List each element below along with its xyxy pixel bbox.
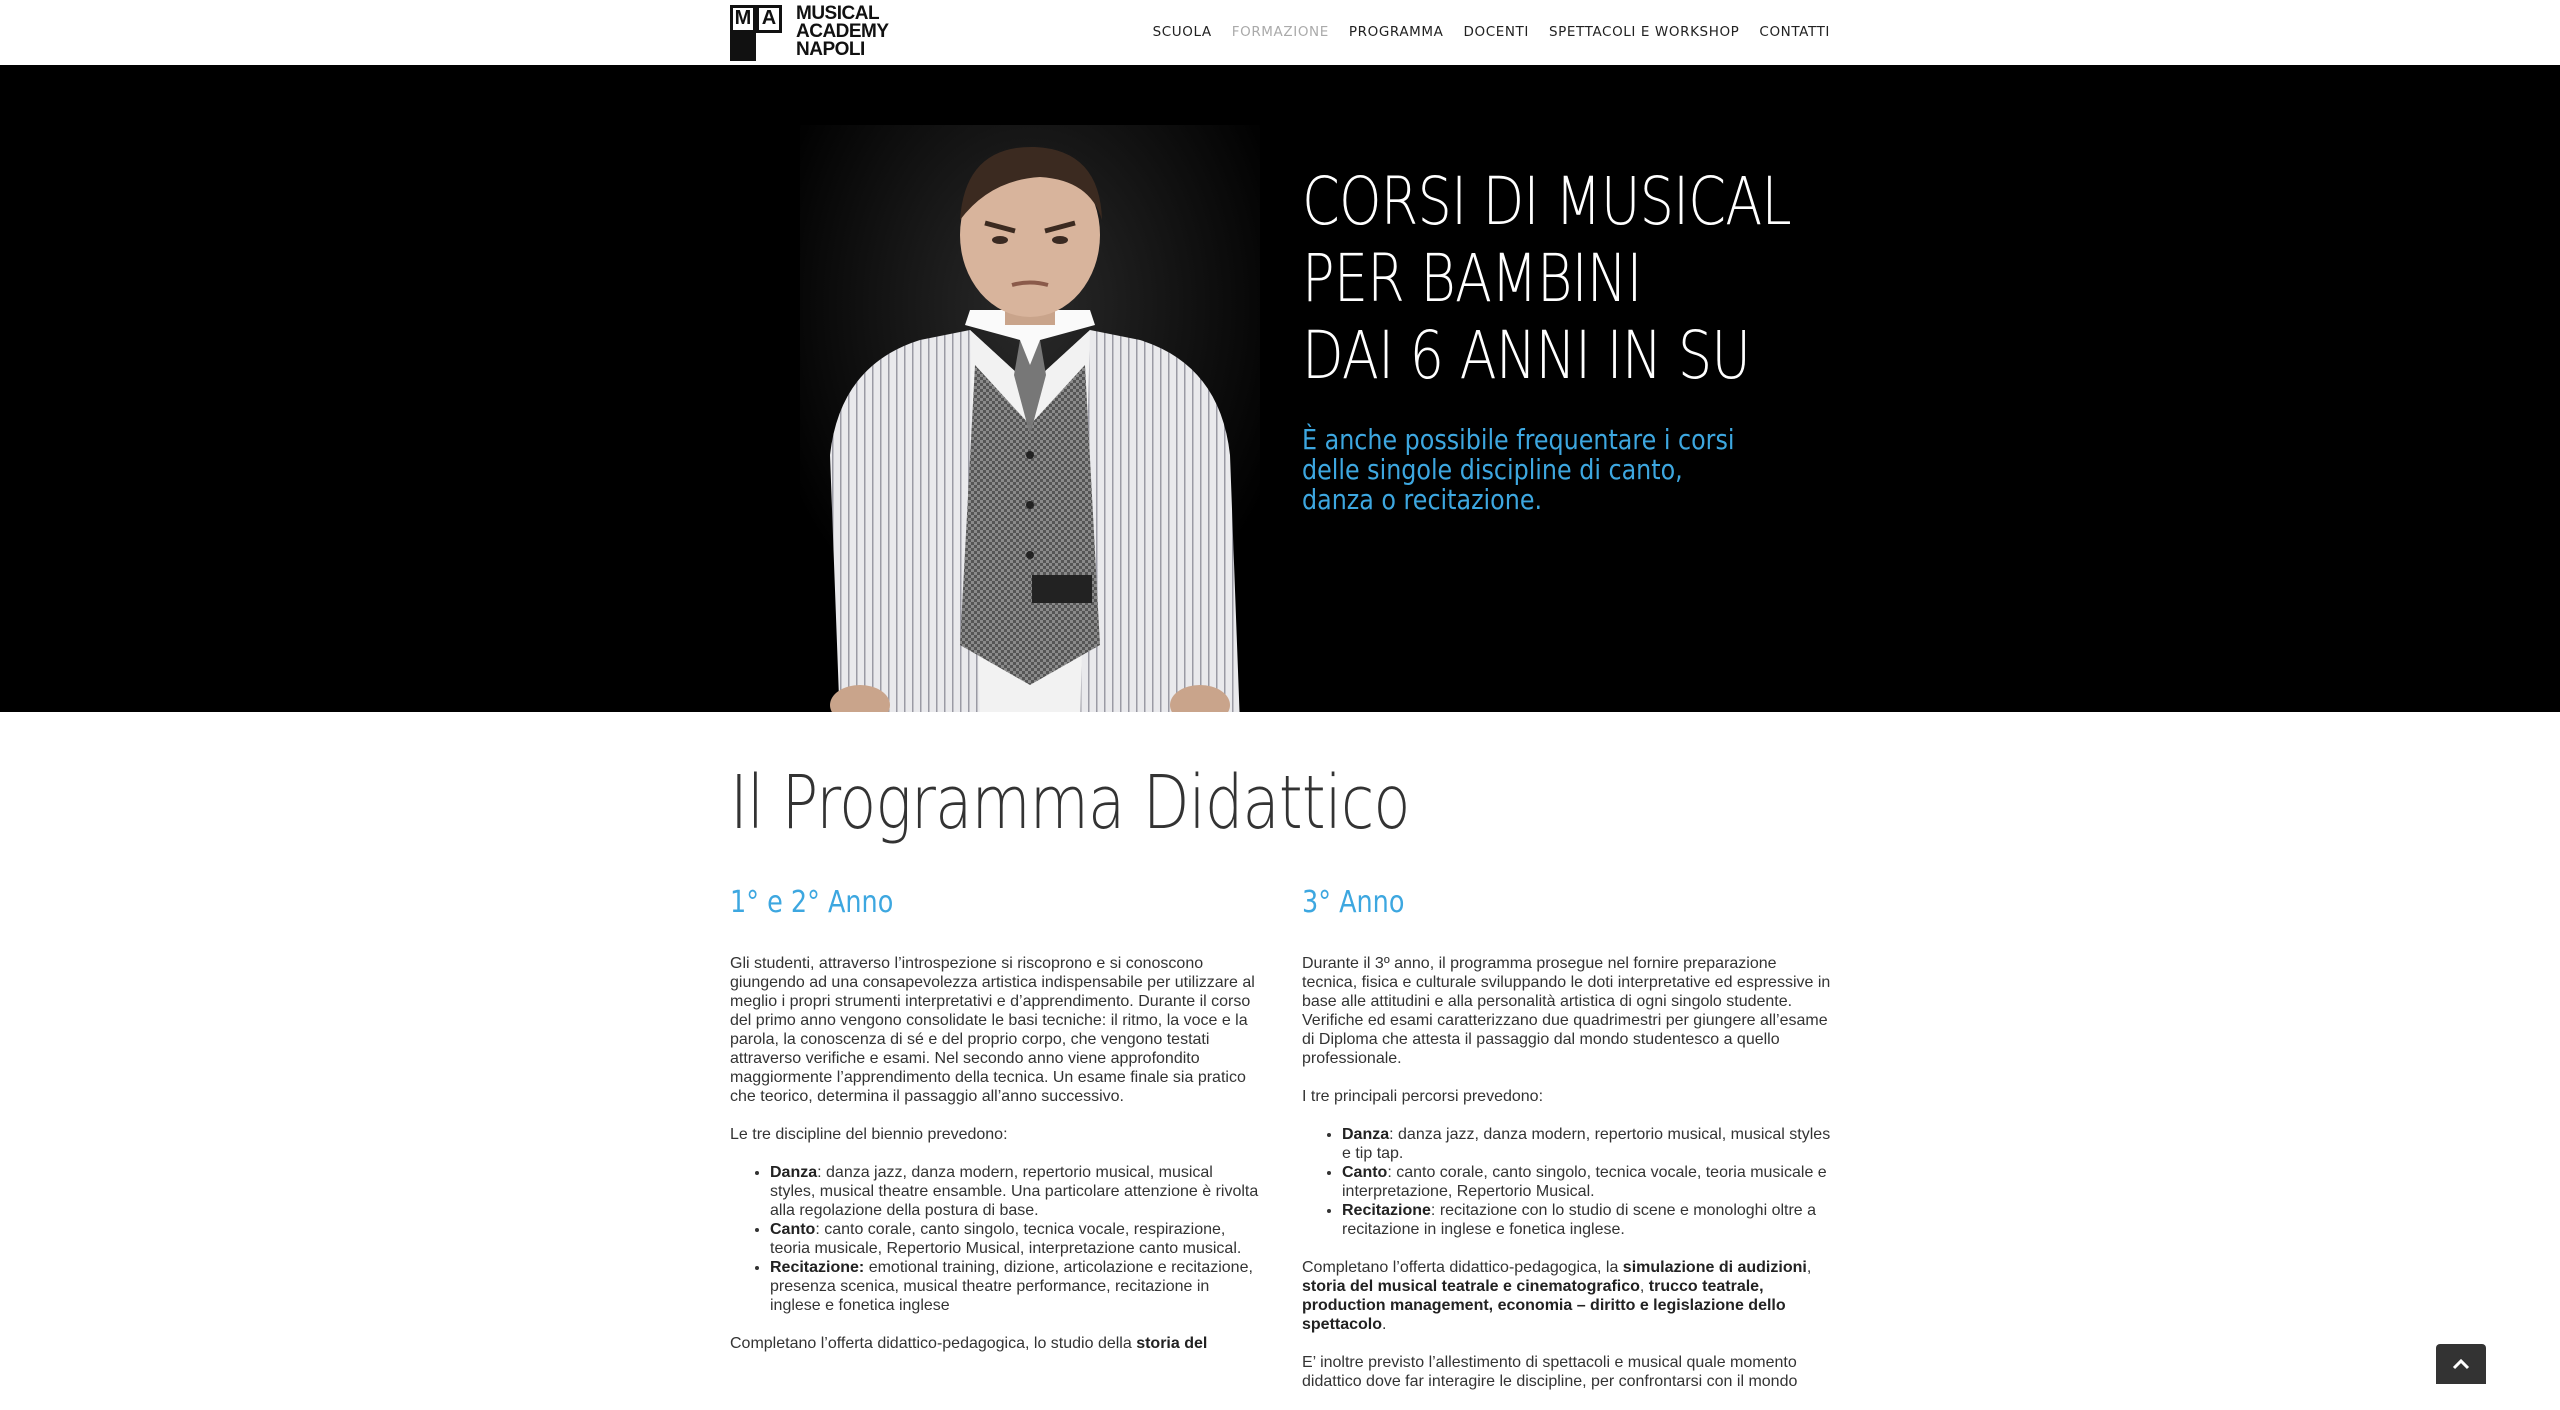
nav-item-docenti[interactable]: DOCENTI (1463, 24, 1529, 40)
list-item-label: Canto (1342, 1164, 1388, 1181)
nav-item-contatti[interactable]: CONTATTI (1759, 24, 1830, 40)
nav-item-scuola[interactable]: SCUOLA (1152, 24, 1212, 40)
logo-mark-m: M (730, 5, 756, 33)
list-item-label: Danza (770, 1164, 818, 1181)
hero-title (1302, 163, 1791, 394)
column-outro (730, 1334, 1260, 1353)
list-item (770, 1258, 1260, 1315)
discipline-list (730, 1163, 1260, 1315)
column-year-1-2 (730, 885, 1260, 1372)
list-item-text: : danza jazz, danza modern, repertorio musical, musical styles e tip tap. (1342, 1126, 1831, 1162)
list-item (770, 1163, 1260, 1220)
list-item-label: Danza (1342, 1126, 1390, 1143)
outro-bold: storia del (1136, 1335, 1208, 1352)
column-title: 1° e 2° Anno (730, 885, 894, 920)
hero-title-line-2: PER BAMBINI (1302, 240, 1642, 317)
nav-item-spettacoli-workshop[interactable]: SPETTACOLI E WORKSHOP (1549, 24, 1740, 40)
list-item-text: : recitazione con lo studio di scene e monologhi oltre a recitazione in inglese e fonetica inglese. (1342, 1202, 1817, 1238)
site-logo[interactable] (730, 5, 889, 61)
list-item-text: emotional training, dizione, articolazione e recitazione, presenza scenica, musical theatre performance, recitazione in inglese e fonetica inglese (770, 1259, 1253, 1314)
list-item (770, 1220, 1260, 1258)
list-item-text: : danza jazz, danza modern, repertorio musical, musical styles, musical theatre ensamble. Una particolare attenzione è rivolta alla regolazione della postura di base. (770, 1164, 1259, 1219)
nav-item-formazione[interactable] (1232, 24, 1329, 40)
column-year-3 (1302, 885, 1832, 1410)
list-item-label: Recitazione: (770, 1259, 865, 1276)
hero-banner (0, 65, 2560, 712)
list-intro: I tre principali percorsi prevedono: (1302, 1088, 1544, 1105)
outro-bold: simulazione di audizioni (1622, 1259, 1807, 1276)
list-item-label: Canto (770, 1221, 816, 1238)
list-item (1342, 1125, 1832, 1163)
list-item-label: Recitazione (1342, 1202, 1431, 1219)
logo-mark-block (730, 33, 756, 61)
logo-wordmark (796, 5, 889, 59)
hero-title-line-1: CORSI DI MUSICAL (1302, 163, 1791, 240)
logo-mark-a: A (756, 5, 782, 33)
logo-line-2: ACADEMY (796, 21, 889, 42)
outro-end: . (1382, 1316, 1387, 1333)
hero-child-photo (800, 125, 1260, 712)
outro-sep: , (1639, 1278, 1649, 1295)
column-intro: Durante il 3º anno, il programma prosegue nel fornire preparazione tecnica, fisica e culturale sviluppando le doti interpretative ed espressive in base alle attitudini e alla personalità artistica di ogni singolo studente. Verifiche ed esami caratterizzano due quadrimestri per giungere all’esame di Diploma che attesta il passaggio dal mondo studentesco a quello professionale. (1302, 955, 1831, 1067)
back-to-top-button[interactable] (2436, 1344, 2486, 1384)
main-nav (1133, 24, 1830, 40)
list-item (1342, 1163, 1832, 1201)
outro-text: Completano l’offerta didattico-pedagogica, lo studio della (730, 1335, 1137, 1352)
site-header (0, 0, 2560, 65)
outro-bold: storia del musical teatrale e cinematografico (1302, 1278, 1640, 1295)
list-item (1342, 1201, 1832, 1239)
list-intro: Le tre discipline del biennio prevedono: (730, 1126, 1008, 1143)
hero-title-line-3: DAI 6 ANNI IN SU (1302, 317, 1751, 394)
nav-item-formazione-label: FORMAZIONE (1231, 24, 1329, 40)
hero-subtitle: È anche possibile frequentare i corsi delle singole discipline di canto, danza o recitazione. (1302, 423, 1735, 516)
column-outro (1302, 1258, 1832, 1334)
column-final: E’ inoltre previsto l’allestimento di spettacoli e musical quale momento didattico dove far interagire le discipline, per confrontarsi con il mondo (1302, 1354, 1798, 1390)
logo-line-3: NAPOLI (796, 39, 865, 60)
outro-bold: trucco teatrale, production management, economia – diritto e legislazione dello spettacolo (1302, 1278, 1786, 1333)
column-intro: Gli studenti, attraverso l’introspezione si riscoprono e si conoscono giungendo ad una consapevolezza artistica indispensabile per utilizzare al meglio i propri strumenti interpretativi e d’apprendimento. Durante il corso del primo anno vengono consolidate le basi tecniche: il ritmo, la voce e la parola, la conoscenza di sé e del proprio corpo, che vengono testati attraverso verifiche e esami. Nel secondo anno viene approfondito maggiormente l’apprendimento della tecnica. Un esame finale sia pratico che teorico, determina il passaggio all’anno successivo. (730, 955, 1255, 1105)
list-item-text: : canto corale, canto singolo, tecnica vocale, teoria musicale e interpretazione, Repertorio Musical. (1342, 1164, 1827, 1200)
nav-item-programma[interactable]: PROGRAMMA (1348, 24, 1444, 40)
list-item-text: : canto corale, canto singolo, tecnica vocale, respirazione, teoria musicale, Repertorio Musical, interpretazione canto musical. (770, 1221, 1242, 1257)
discipline-list (1302, 1125, 1832, 1239)
logo-line-1: MUSICAL (796, 3, 880, 24)
logo-mark-icon (730, 5, 782, 61)
outro-sep: , (1806, 1259, 1812, 1276)
section-title: Il Programma Didattico (730, 760, 1410, 846)
column-title: 3° Anno (1302, 885, 1405, 920)
outro-text: Completano l’offerta didattico-pedagogica, la (1302, 1259, 1623, 1276)
chevron-up-icon (2452, 1358, 2470, 1370)
